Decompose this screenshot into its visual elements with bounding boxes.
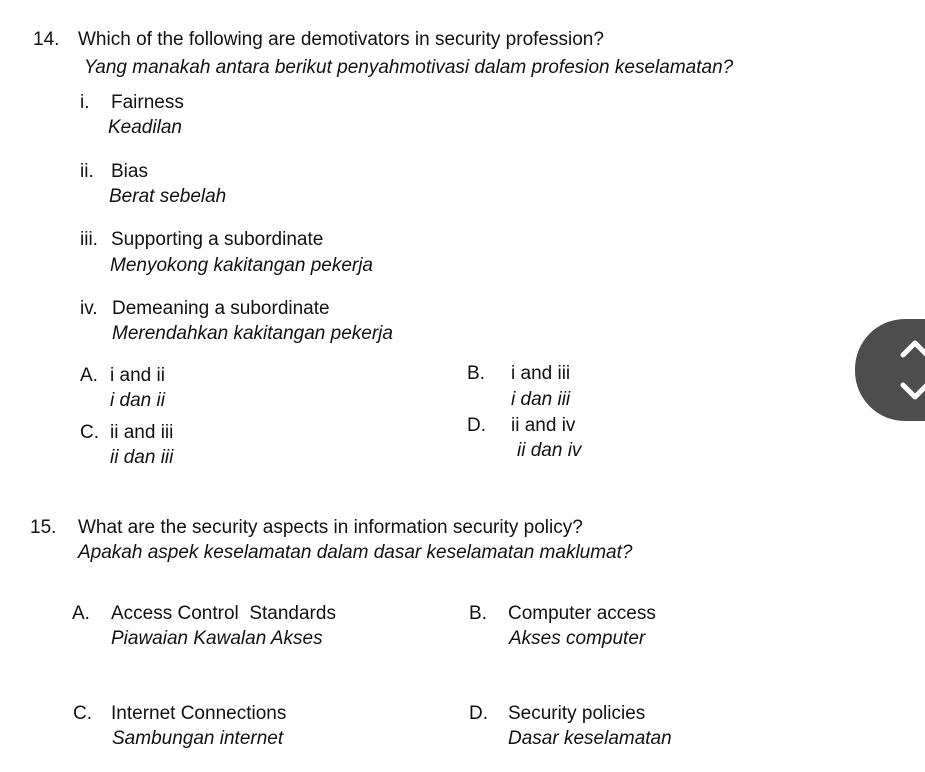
- option-letter: A.: [72, 603, 90, 624]
- option-text-ms: i dan iii: [511, 389, 571, 410]
- statement-text-en: Demeaning a subordinate: [112, 298, 330, 319]
- question-text-en: What are the security aspects in information security policy?: [78, 517, 583, 538]
- page-navigator: [855, 319, 925, 421]
- option-text-ms: ii dan iii: [110, 447, 174, 468]
- statement-text-ms: Berat sebelah: [109, 186, 227, 207]
- option-letter: C.: [73, 703, 92, 724]
- option-text-en: i and iii: [511, 363, 571, 384]
- statement-text-ms: Merendahkan kakitangan pekerja: [112, 323, 393, 344]
- chevron-down-icon: [895, 373, 925, 409]
- statement-text-ms: Menyokong kakitangan pekerja: [110, 255, 374, 276]
- option-letter: D.: [469, 703, 488, 724]
- option-text-ms: Dasar keselamatan: [508, 728, 672, 749]
- option-text-en: Access Control Standards: [111, 603, 336, 624]
- option-text-ms: Sambungan internet: [112, 728, 284, 749]
- question-number: 14.: [33, 29, 60, 50]
- option-text-en: Security policies: [508, 703, 646, 724]
- option-text-en: ii and iii: [110, 422, 174, 443]
- option-letter: A.: [80, 365, 98, 386]
- question-text-ms: Yang manakah antara berikut penyahmotivasi dalam profesion keselamatan?: [84, 57, 734, 78]
- statement-text-en: Fairness: [111, 92, 184, 113]
- option-text-ms: ii dan iv: [517, 440, 582, 461]
- question-text-ms: Apakah aspek keselamatan dalam dasar keselamatan maklumat?: [78, 542, 633, 563]
- statement-numeral: iv.: [80, 298, 98, 319]
- statement-numeral: ii.: [80, 161, 94, 182]
- option-text-en: Computer access: [508, 603, 656, 624]
- option-text-en: i and ii: [110, 365, 165, 386]
- option-letter: B.: [469, 603, 487, 624]
- chevron-up-icon: [895, 331, 925, 367]
- statement-numeral: iii.: [80, 229, 98, 250]
- option-text-ms: Piawaian Kawalan Akses: [111, 628, 323, 649]
- option-letter: D.: [467, 415, 486, 436]
- statement-text-en: Supporting a subordinate: [111, 229, 324, 250]
- option-text-ms: Akses computer: [509, 628, 646, 649]
- question-text-en: Which of the following are demotivators in security profession?: [78, 29, 604, 50]
- option-text-en: Internet Connections: [111, 703, 287, 724]
- statement-text-en: Bias: [111, 161, 148, 182]
- option-letter: B.: [467, 363, 485, 384]
- scroll-down-button[interactable]: [895, 373, 925, 409]
- option-text-ms: i dan ii: [110, 390, 165, 411]
- statement-numeral: i.: [80, 92, 90, 113]
- question-number: 15.: [30, 517, 57, 538]
- option-text-en: ii and iv: [511, 415, 576, 436]
- statement-text-ms: Keadilan: [108, 117, 182, 138]
- scroll-up-button[interactable]: [895, 331, 925, 367]
- option-letter: C.: [80, 422, 99, 443]
